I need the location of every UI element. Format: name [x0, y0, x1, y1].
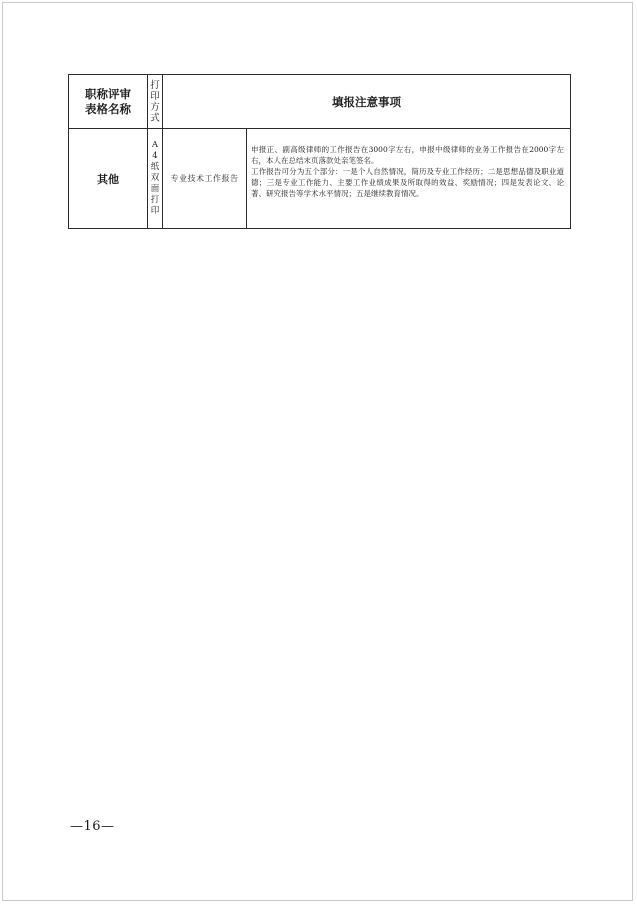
page-number: —16— — [70, 819, 115, 834]
header-form-name: 职称评审表格名称 — [69, 75, 148, 129]
row-notes — [247, 129, 571, 229]
notes-paragraph-2: 工作报告可分为五个部分：一是个人自然情况，简历及专业工作经历；二是思想品德及职业道德；三是专业工作能力、主要工作业绩成果及所取得的效益、奖励情况；四是发表论文、论著、研究报告等学术水平情况；五是继续教育情况。 — [251, 167, 564, 198]
row-document-name: 专业技术工作报告 — [163, 129, 247, 229]
notes-paragraph-1: 申报正、副高级律师的工作报告在3000字左右，申报中级律师的业务工作报告在2000字左右，本人在总结末页落款处亲笔签名。 — [251, 145, 564, 165]
row-form-name: 其他 — [69, 129, 148, 229]
table-header-row — [69, 75, 571, 129]
row-print-method: A4纸双面打印 — [148, 129, 163, 229]
header-print-method: 打印方式 — [148, 75, 163, 129]
table-row — [69, 129, 571, 229]
form-table — [68, 74, 571, 229]
header-notes: 填报注意事项 — [163, 75, 571, 129]
